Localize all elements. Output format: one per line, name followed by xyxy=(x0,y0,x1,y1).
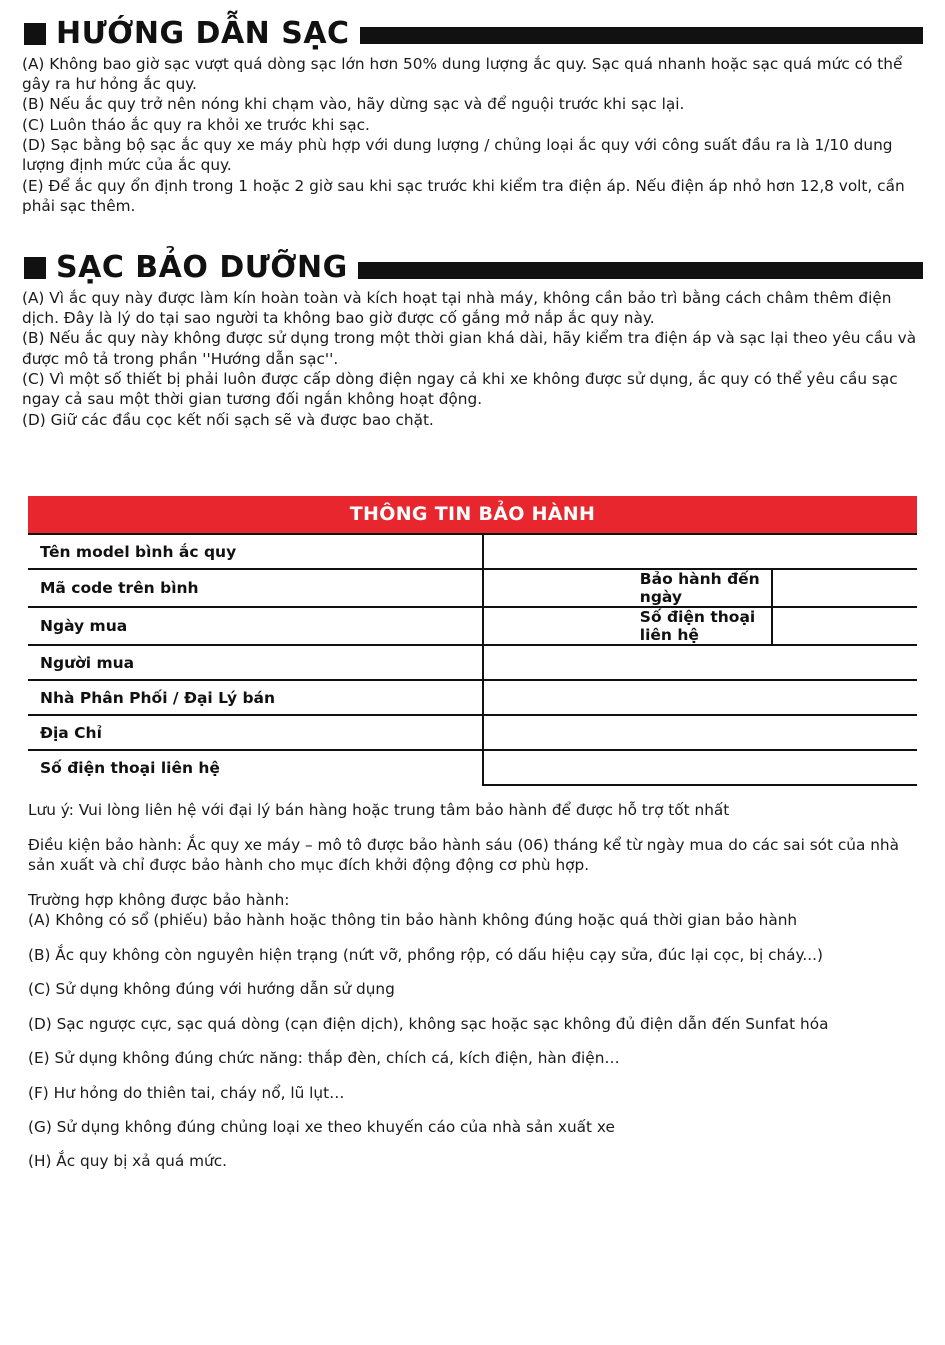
table-row xyxy=(28,645,917,680)
paragraph: (B) Nếu ắc quy trở nên nóng khi chạm vào, hãy dừng sạc và để nguội trước khi sạc lại. xyxy=(22,95,685,114)
row-value-field-secondary[interactable] xyxy=(772,607,917,645)
table-row xyxy=(28,607,917,645)
list-item: (F) Hư hỏng do thiên tai, cháy nổ, lũ lụt… xyxy=(28,1083,345,1102)
row-label: Tên model bình ắc quy xyxy=(28,534,483,569)
section-title: SẠC BẢO DƯỠNG xyxy=(56,250,348,286)
square-bullet-icon xyxy=(24,257,46,279)
section-body-charging xyxy=(22,54,923,217)
list-item: (H) Ắc quy bị xả quá mức. xyxy=(28,1152,227,1171)
section-body-maintenance xyxy=(22,288,923,430)
note-text: Lưu ý: Vui lòng liên hệ với đại lý bán hàng hoặc trung tâm bảo hành để được hỗ trợ tốt nhất xyxy=(28,801,730,820)
notes-section xyxy=(22,800,923,1172)
list-item: (A) Không có sổ (phiếu) bảo hành hoặc thông tin bảo hành không đúng hoặc quá thời gian bảo hành xyxy=(28,911,798,930)
row-label-secondary: Bảo hành đến ngày xyxy=(628,569,773,607)
row-label: Người mua xyxy=(28,645,483,680)
section-heading-charging xyxy=(22,18,923,50)
exclusions-title: Trường hợp không được bảo hành: xyxy=(28,890,290,909)
list-item: (E) Sử dụng không đúng chức năng: thắp đèn, chích cá, kích điện, hàn điện… xyxy=(28,1049,620,1068)
row-value-field[interactable] xyxy=(483,607,628,645)
warranty-table xyxy=(28,533,917,786)
heading-rule xyxy=(358,262,923,279)
warranty-title: THÔNG TIN BẢO HÀNH xyxy=(28,496,917,533)
row-label: Mã code trên bình xyxy=(28,569,483,607)
table-row xyxy=(28,569,917,607)
spacer xyxy=(22,218,923,252)
row-label: Nhà Phân Phối / Đại Lý bán xyxy=(28,680,483,715)
row-label-secondary: Số điện thoại liên hệ xyxy=(628,607,773,645)
section-title: HƯỚNG DẪN SẠC xyxy=(56,16,350,51)
row-label: Địa Chỉ xyxy=(28,715,483,750)
row-label: Ngày mua xyxy=(28,607,483,645)
table-row xyxy=(28,680,917,715)
table-row xyxy=(28,715,917,750)
section-heading-maintenance xyxy=(22,252,923,284)
list-item: (B) Ắc quy không còn nguyên hiện trạng (nứt vỡ, phồng rộp, có dấu hiệu cạy sửa, đúc lại cọc, bị cháy...) xyxy=(28,945,823,964)
heading-rule xyxy=(360,27,923,44)
row-value-field[interactable] xyxy=(483,645,917,680)
table-row xyxy=(28,534,917,569)
paragraph: (D) Giữ các đầu cọc kết nối sạch sẽ và được bao chặt. xyxy=(22,410,434,429)
table-row xyxy=(28,750,917,785)
paragraph: (A) Không bao giờ sạc vượt quá dòng sạc lớn hơn 50% dung lượng ắc quy. Sạc quá nhanh hoặc sạc quá mức có thể gây ra hư hỏng ắc quy. xyxy=(22,54,903,93)
list-item: (G) Sử dụng không đúng chủng loại xe theo khuyến cáo của nhà sản xuất xe xyxy=(28,1118,615,1136)
warranty-section xyxy=(22,496,923,786)
row-label: Số điện thoại liên hệ xyxy=(28,750,483,785)
paragraph: (B) Nếu ắc quy này không được sử dụng trong một thời gian khá dài, hãy kiểm tra điện áp và sạc lại theo yêu cầu và được mô tả trong phần ''Hướng dẫn sạc''. xyxy=(22,329,917,368)
row-value-field[interactable] xyxy=(483,569,628,607)
paragraph: (D) Sạc bằng bộ sạc ắc quy xe máy phù hợp với dung lượng / chủng loại ắc quy với công suất đầu ra là 1/10 dung lượng định mức của ắc quy. xyxy=(22,135,893,175)
row-value-field[interactable] xyxy=(483,680,917,715)
square-bullet-icon xyxy=(24,23,46,45)
row-value-field[interactable] xyxy=(483,750,917,785)
row-value-field[interactable] xyxy=(483,534,917,569)
list-item: (D) Sạc ngược cực, sạc quá dòng (cạn điện dịch), không sạc hoặc sạc không đủ điện dẫn đến Sunfat hóa xyxy=(28,1014,829,1033)
spacer xyxy=(22,432,923,486)
row-value-field-secondary[interactable] xyxy=(772,569,917,607)
exclusions-list xyxy=(28,910,917,1172)
paragraph: (C) Luôn tháo ắc quy ra khỏi xe trước khi sạc. xyxy=(22,115,370,134)
warranty-condition-text: Điều kiện bảo hành: Ắc quy xe máy – mô tô được bảo hành sáu (06) tháng kể từ ngày mua do các sai sót của nhà sản xuất và chỉ được bảo hành cho mục đích khởi động động cơ phù hợp. xyxy=(28,835,899,875)
paragraph: (A) Vì ắc quy này được làm kín hoàn toàn và kích hoạt tại nhà máy, không cần bảo trì bằng cách châm thêm điện dịch. Đây là lý do tại sao người ta không bao giờ được cố gắng mở nắp ắc quy này. xyxy=(22,288,892,328)
row-value-field[interactable] xyxy=(483,715,917,750)
paragraph: (E) Để ắc quy ổn định trong 1 hoặc 2 giờ sau khi sạc trước khi kiểm tra điện áp. Nếu điện áp nhỏ hơn 12,8 volt, cần phải sạc thêm. xyxy=(22,176,905,215)
list-item: (C) Sử dụng không đúng với hướng dẫn sử dụng xyxy=(28,980,395,999)
paragraph: (C) Vì một số thiết bị phải luôn được cấp dòng điện ngay cả khi xe không được sử dụng, ắc quy có thể yêu cầu sạc ngay cả sau một thời gian tương đối ngắn không hoạt động. xyxy=(22,370,898,409)
